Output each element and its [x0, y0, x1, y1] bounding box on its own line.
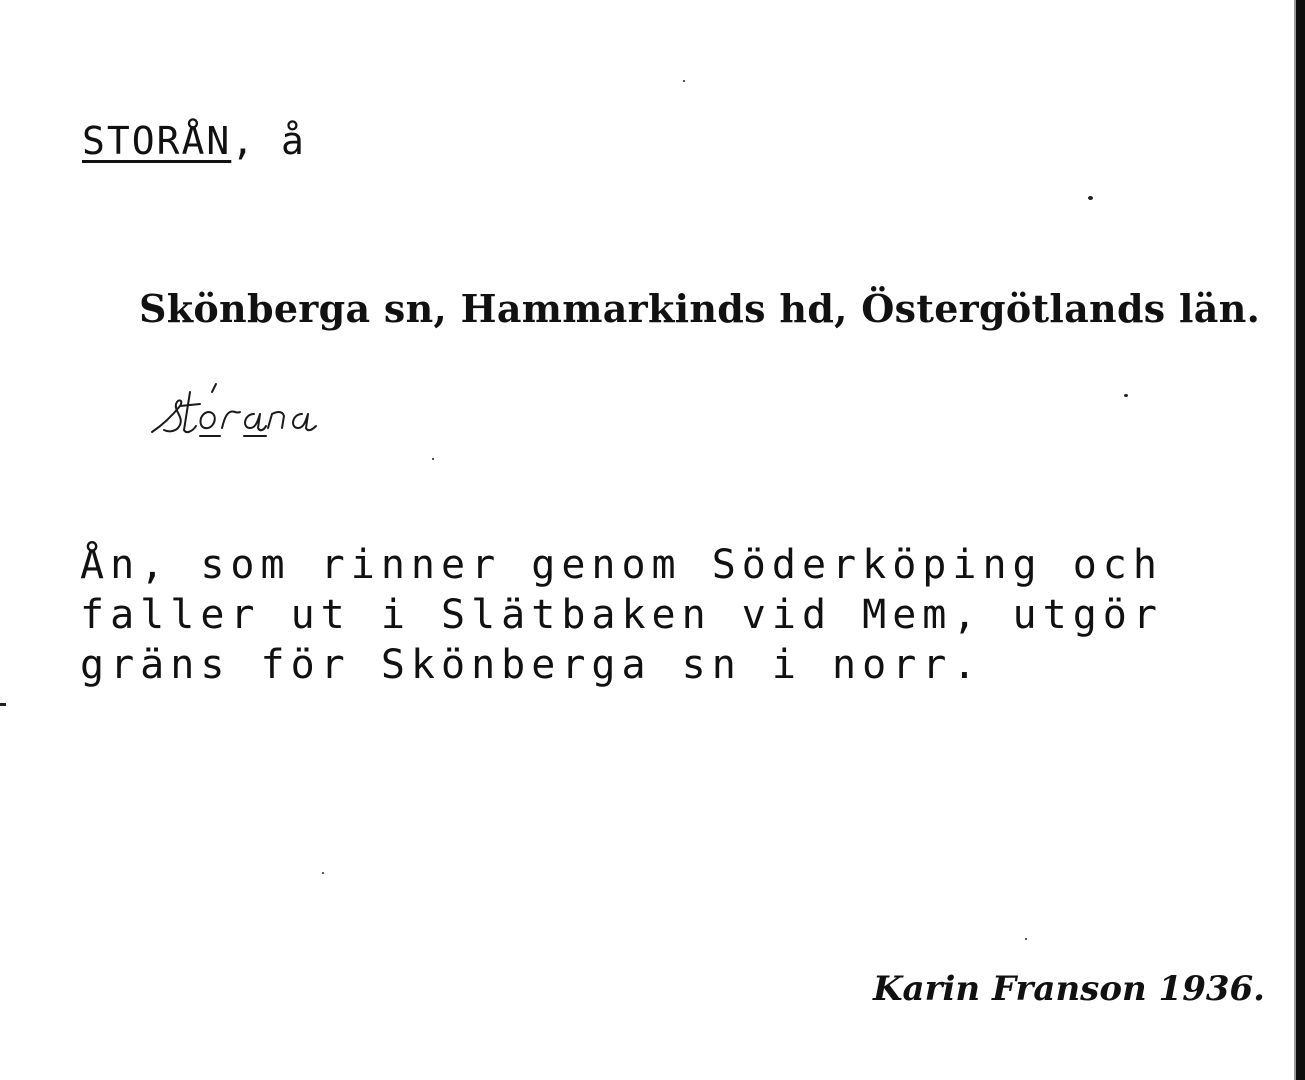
- card-edge: [1296, 0, 1305, 1080]
- scan-speck: [683, 80, 685, 82]
- parish-location: Skönberga sn, Hammarkinds hd, Östergötlands län.: [139, 286, 1261, 331]
- headword-suffix: , å: [231, 119, 306, 163]
- headword: STORÅN: [82, 119, 232, 163]
- headword-line: [82, 119, 306, 163]
- scan-speck: [322, 872, 324, 874]
- description-line: faller ut i Slätbaken vid Mem, utgör: [80, 592, 1163, 638]
- scan-speck: [1088, 196, 1093, 200]
- scan-speck: [0, 703, 6, 706]
- scan-speck: [1124, 394, 1128, 397]
- signature: Karin Franson 1936.: [873, 969, 1266, 1009]
- scan-speck: [432, 458, 434, 460]
- description-line: gräns för Skönberga sn i norr.: [80, 642, 983, 688]
- description-line: Ån, som rinner genom Söderköping och: [80, 542, 1163, 588]
- scan-speck: [1025, 938, 1027, 940]
- description-text: [80, 540, 1163, 690]
- handwritten-pronunciation: [150, 362, 450, 452]
